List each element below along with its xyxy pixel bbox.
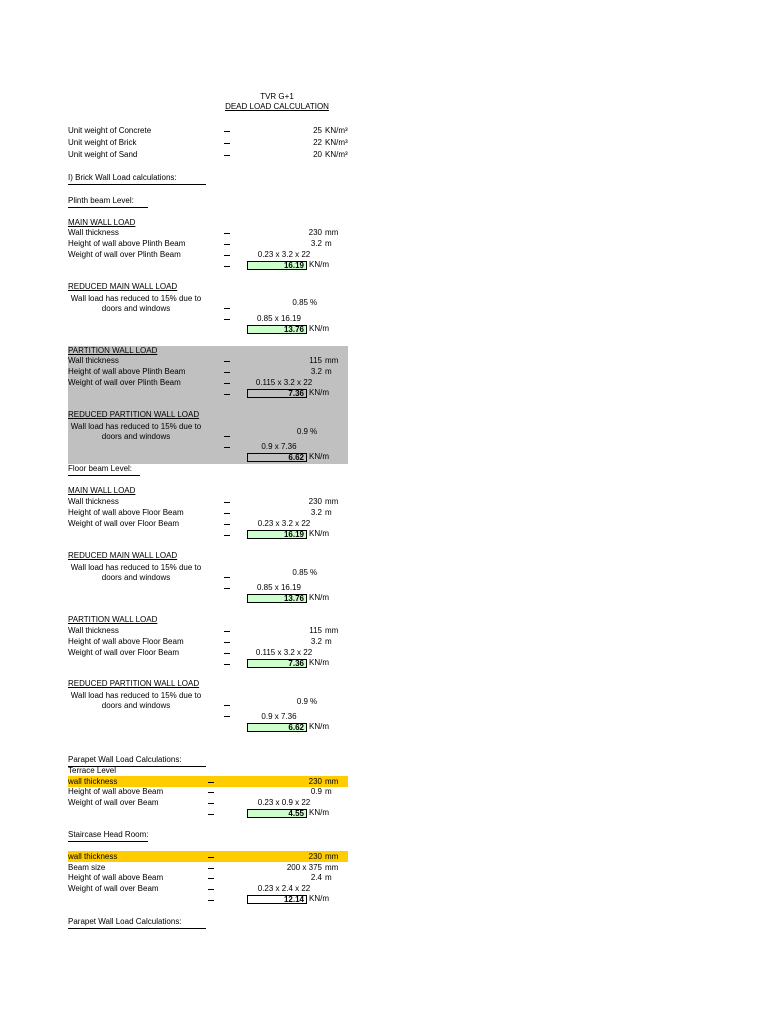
section-heading: REDUCED MAIN WALL LOAD bbox=[68, 282, 178, 291]
equals-sign bbox=[224, 361, 230, 362]
equals-sign bbox=[208, 792, 214, 793]
row-label: Height of wall above Plinth Beam bbox=[68, 367, 186, 376]
equals-sign bbox=[224, 664, 230, 665]
result-unit: KN/m bbox=[309, 894, 329, 903]
level-title: Plinth beam Level: bbox=[68, 196, 134, 205]
reduction-note: doors and windows bbox=[101, 573, 171, 582]
equals-sign bbox=[208, 803, 214, 804]
row-unit: mm bbox=[325, 228, 339, 237]
row-label: wall thickness bbox=[68, 852, 118, 861]
section-heading: PARTITION WALL LOAD bbox=[68, 346, 158, 355]
section-heading: REDUCED PARTITION WALL LOAD bbox=[68, 410, 200, 419]
row-calc: 0.23 x 3.2 x 22 bbox=[257, 250, 311, 259]
row-value: 115 bbox=[309, 626, 322, 635]
row-label: Beam size bbox=[68, 863, 106, 872]
result-unit: KN/m bbox=[309, 722, 329, 731]
reduction-note: Wall load has reduced to 15% due to bbox=[70, 422, 202, 431]
row-calc: 0.9 x 7.36 bbox=[261, 712, 297, 721]
equals-sign bbox=[224, 524, 230, 525]
equals-sign bbox=[224, 502, 230, 503]
equals-sign bbox=[224, 436, 230, 437]
reduction-unit: % bbox=[310, 697, 318, 706]
unit-weight-value: 25 bbox=[313, 126, 322, 135]
row-label: Height of wall above Plinth Beam bbox=[68, 239, 186, 248]
equals-sign bbox=[224, 383, 230, 384]
row-value: 3.2 bbox=[310, 508, 322, 517]
unit-weight-label: Unit weight of Brick bbox=[68, 138, 137, 147]
unit-weight-label: Unit weight of Sand bbox=[68, 150, 138, 159]
equals-sign bbox=[208, 900, 214, 901]
row-label: Weight of wall over Beam bbox=[68, 884, 159, 893]
equals-sign bbox=[224, 577, 230, 578]
equals-sign bbox=[208, 814, 214, 815]
row-calc: 0.115 x 3.2 x 22 bbox=[255, 648, 313, 657]
row-unit: m bbox=[325, 637, 332, 646]
result-cell: 16.19 bbox=[247, 530, 307, 539]
equals-sign bbox=[208, 878, 214, 879]
row-value: 115 bbox=[309, 356, 322, 365]
row-value: 3.2 bbox=[310, 239, 322, 248]
result-unit: KN/m bbox=[309, 324, 329, 333]
equals-sign bbox=[224, 653, 230, 654]
result-cell: 13.76 bbox=[247, 325, 307, 334]
equals-sign bbox=[224, 244, 230, 245]
row-label: Weight of wall over Plinth Beam bbox=[68, 378, 181, 387]
equals-sign bbox=[224, 308, 230, 309]
section-title: Staircase Head Room: bbox=[68, 830, 149, 839]
row-unit: mm bbox=[325, 852, 339, 861]
section-heading: MAIN WALL LOAD bbox=[68, 486, 136, 495]
section-heading: REDUCED PARTITION WALL LOAD bbox=[68, 679, 200, 688]
row-value: 3.2 bbox=[310, 637, 322, 646]
row-unit: m bbox=[325, 873, 332, 882]
unit-weight-value: 20 bbox=[313, 150, 322, 159]
section-underline bbox=[68, 184, 206, 185]
level-underline bbox=[68, 475, 140, 476]
row-label: Wall thickness bbox=[68, 356, 119, 365]
equals-sign bbox=[224, 394, 230, 395]
reduction-note: doors and windows bbox=[101, 432, 171, 441]
result-unit: KN/m bbox=[309, 658, 329, 667]
reduction-note: doors and windows bbox=[101, 304, 171, 313]
equals-sign bbox=[208, 868, 214, 869]
row-unit: m bbox=[325, 367, 332, 376]
equals-sign bbox=[224, 266, 230, 267]
result-unit: KN/m bbox=[309, 260, 329, 269]
equals-sign bbox=[224, 143, 230, 144]
section-heading: MAIN WALL LOAD bbox=[68, 218, 136, 227]
row-unit: m bbox=[325, 239, 332, 248]
row-label: Wall thickness bbox=[68, 626, 119, 635]
result-cell: 6.62 bbox=[247, 723, 307, 732]
row-unit: m bbox=[325, 787, 332, 796]
row-calc: 0.115 x 3.2 x 22 bbox=[255, 378, 313, 387]
result-unit: KN/m bbox=[309, 593, 329, 602]
row-calc: 0.9 x 7.36 bbox=[261, 442, 297, 451]
result-unit: KN/m bbox=[309, 808, 329, 817]
section-underline bbox=[68, 841, 148, 842]
unit-weight-value: 22 bbox=[313, 138, 322, 147]
row-label: Height of wall above Beam bbox=[68, 787, 164, 796]
row-calc: 0.23 x 2.4 x 22 bbox=[257, 884, 311, 893]
result-cell: 12.14 bbox=[247, 895, 307, 904]
level-title: Terrace Level bbox=[68, 766, 117, 775]
section-underline bbox=[68, 928, 206, 929]
document-title: DEAD LOAD CALCULATION bbox=[225, 102, 329, 111]
equals-sign bbox=[224, 535, 230, 536]
row-value: 2.4 bbox=[310, 873, 322, 882]
equals-sign bbox=[224, 631, 230, 632]
result-cell: 6.62 bbox=[247, 453, 307, 462]
equals-sign bbox=[224, 588, 230, 589]
row-label: Wall thickness bbox=[68, 228, 119, 237]
reduction-note: Wall load has reduced to 15% due to bbox=[70, 691, 202, 700]
equals-sign bbox=[224, 642, 230, 643]
result-unit: KN/m bbox=[309, 452, 329, 461]
row-unit: mm bbox=[325, 626, 339, 635]
section-heading: REDUCED MAIN WALL LOAD bbox=[68, 551, 178, 560]
row-calc: 0.85 x 16.19 bbox=[256, 583, 302, 592]
row-calc: 0.23 x 3.2 x 22 bbox=[257, 519, 311, 528]
reduction-factor: 0.85 bbox=[292, 298, 308, 307]
reduction-factor: 0.9 bbox=[296, 697, 308, 706]
level-underline bbox=[68, 207, 148, 208]
result-unit: KN/m bbox=[309, 388, 329, 397]
equals-sign bbox=[224, 155, 230, 156]
row-calc: 0.85 x 16.19 bbox=[256, 314, 302, 323]
row-unit: mm bbox=[325, 863, 339, 872]
row-value: 230 bbox=[308, 497, 322, 506]
equals-sign bbox=[208, 782, 214, 783]
equals-sign bbox=[224, 447, 230, 448]
reduction-unit: % bbox=[310, 298, 318, 307]
result-cell: 7.36 bbox=[247, 389, 307, 398]
reduction-unit: % bbox=[310, 427, 318, 436]
equals-sign bbox=[224, 716, 230, 717]
row-value: 200 x 375 bbox=[286, 863, 322, 872]
equals-sign bbox=[208, 857, 214, 858]
reduction-unit: % bbox=[310, 568, 318, 577]
row-calc: 0.23 x 0.9 x 22 bbox=[257, 798, 311, 807]
equals-sign bbox=[224, 705, 230, 706]
row-label: Weight of wall over Beam bbox=[68, 798, 159, 807]
reduction-note: Wall load has reduced to 15% due to bbox=[70, 563, 202, 572]
level-title: Floor beam Level: bbox=[68, 464, 133, 473]
reduction-note: doors and windows bbox=[101, 701, 171, 710]
reduction-note: Wall load has reduced to 15% due to bbox=[70, 294, 202, 303]
row-value: 0.9 bbox=[310, 787, 322, 796]
row-unit: mm bbox=[325, 497, 339, 506]
unit-weight-unit: KN/m³ bbox=[325, 138, 348, 147]
row-unit: m bbox=[325, 508, 332, 517]
result-unit: KN/m bbox=[309, 529, 329, 538]
row-label: Height of wall above Beam bbox=[68, 873, 164, 882]
equals-sign bbox=[224, 319, 230, 320]
section-title: Parapet Wall Load Calculations: bbox=[68, 755, 182, 764]
section-title: I) Brick Wall Load calculations: bbox=[68, 173, 177, 182]
result-cell: 7.36 bbox=[247, 659, 307, 668]
row-value: 230 bbox=[308, 228, 322, 237]
row-value: 230 bbox=[308, 852, 322, 861]
result-cell: 13.76 bbox=[247, 594, 307, 603]
equals-sign bbox=[224, 255, 230, 256]
unit-weight-unit: KN/m³ bbox=[325, 150, 348, 159]
equals-sign bbox=[224, 372, 230, 373]
row-unit: mm bbox=[325, 777, 339, 786]
row-value: 3.2 bbox=[310, 367, 322, 376]
reduction-factor: 0.85 bbox=[292, 568, 308, 577]
row-label: Weight of wall over Floor Beam bbox=[68, 519, 180, 528]
row-label: Wall thickness bbox=[68, 497, 119, 506]
row-label: wall thickness bbox=[68, 777, 118, 786]
equals-sign bbox=[208, 889, 214, 890]
row-label: Height of wall above Floor Beam bbox=[68, 508, 184, 517]
equals-sign bbox=[224, 131, 230, 132]
row-label: Weight of wall over Plinth Beam bbox=[68, 250, 181, 259]
row-value: 230 bbox=[308, 777, 322, 786]
row-unit: mm bbox=[325, 356, 339, 365]
unit-weight-unit: KN/m³ bbox=[325, 126, 348, 135]
equals-sign bbox=[224, 233, 230, 234]
row-label: Weight of wall over Floor Beam bbox=[68, 648, 180, 657]
row-label: Height of wall above Floor Beam bbox=[68, 637, 184, 646]
unit-weight-label: Unit weight of Concrete bbox=[68, 126, 152, 135]
section-title: Parapet Wall Load Calculations: bbox=[68, 917, 182, 926]
reduction-factor: 0.9 bbox=[296, 427, 308, 436]
project-name: TVR G+1 bbox=[260, 92, 294, 101]
section-heading: PARTITION WALL LOAD bbox=[68, 615, 158, 624]
result-cell: 16.19 bbox=[247, 261, 307, 270]
equals-sign bbox=[224, 513, 230, 514]
result-cell: 4.55 bbox=[247, 809, 307, 818]
